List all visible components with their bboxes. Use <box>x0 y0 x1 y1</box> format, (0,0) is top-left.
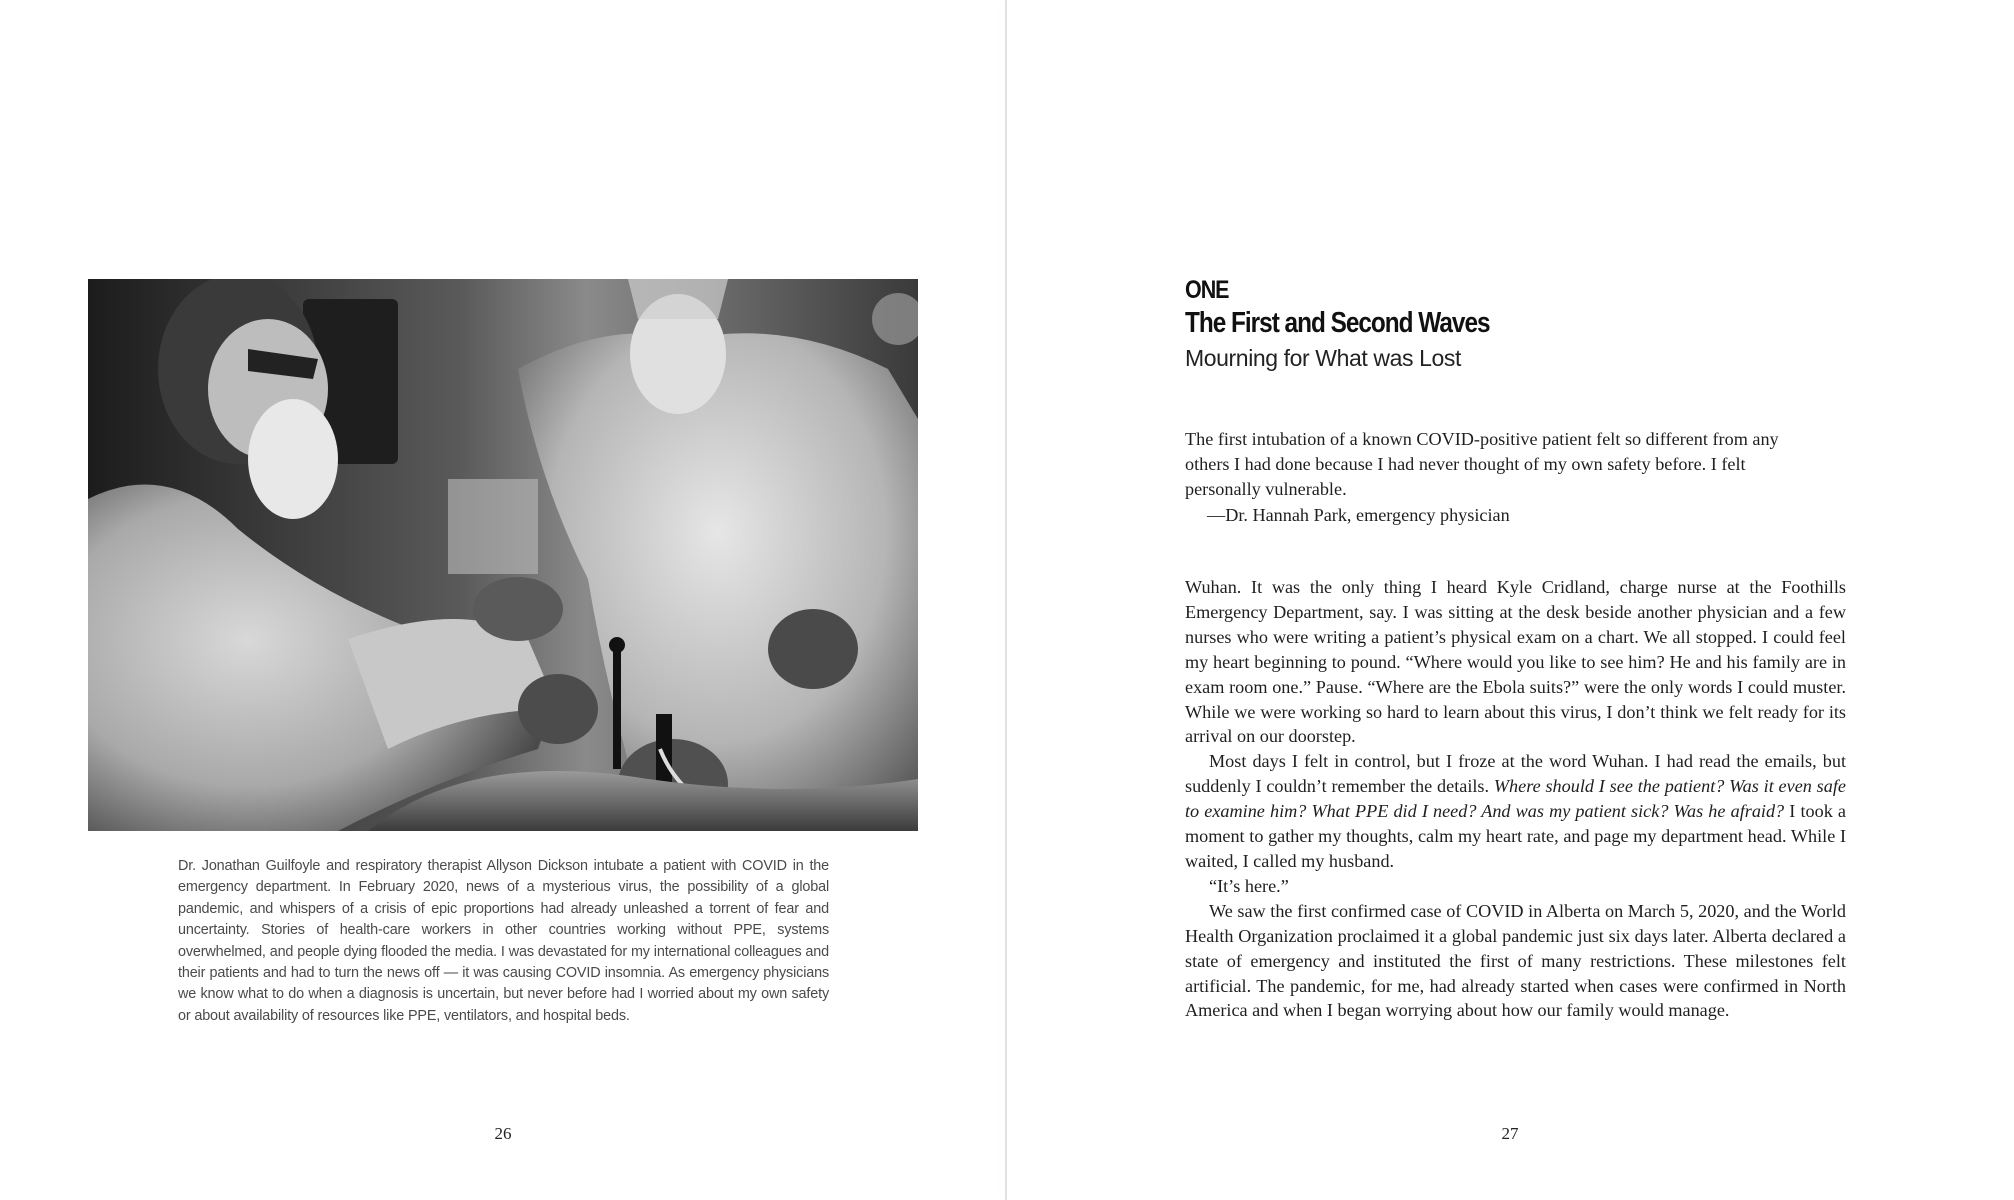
body-paragraph: Wuhan. It was the only thing I heard Kyle Cridland, charge nurse at the Foothills Emergency Department, say. I was sitting at the desk beside another physician and a few nurses who were writing a patient’s physical exam on a chart. We all stopped. I could feel my heart beginning to pound. “Where would you like to see him? He and his family are in exam room one.” Pause. “Where are the Ebola suits?” were the only words I could muster. While we were working so hard to learn about this virus, I don’t think we felt ready for its arrival on our doorstep. <box>1185 577 1846 747</box>
page-number: 27 <box>1501 1124 1519 1143</box>
epigraph-quote: The first intubation of a known COVID-positive patient felt so different from any others I had done because I had never thought of my own safety before. I felt personally vulnerable. <box>1185 429 1779 499</box>
chapter-number: ONE <box>1185 276 1229 304</box>
body-italic-run: Where should I see the patient? Was it even safe to examine him? What PPE did I need? And was my patient sick? Was he afraid? <box>1185 776 1846 822</box>
intubation-photo <box>88 279 918 831</box>
chapter-title: The First and Second Waves <box>1185 307 1490 339</box>
photo-caption: Dr. Jonathan Guilfoyle and respiratory therapist Allyson Dickson intubate a patient with COVID in the emergency department. In February 2020, news of a mysterious virus, the possibility of a global pandemic, and whispers of a crisis of epic proportions had already unleashed a torrent of fear and uncertainty. Stories of health-care workers in other countries working without PPE, systems overwhelmed, and people dying flooded the media. I was devastated for my international colleagues and their patients and had to turn the news off — it was causing COVID insomnia. As emergency physicians we know what to do when a diagnosis is uncertain, but never before had I worried about my own safety or about availability of resources like PPE, ventilators, and hospital beds. <box>178 858 829 1024</box>
body-text-run: Most days I felt in control, but I froze at the word Wuhan. I had read the emails, but suddenly I couldn’t remember the details. <box>1185 751 1846 797</box>
chapter-body <box>1185 575 1846 1023</box>
body-paragraph: We saw the first confirmed case of COVID in Alberta on March 5, 2020, and the World Health Organization proclaimed it a global pandemic just six days later. Alberta declared a state of emergency and instituted the first of many restrictions. These milestones felt artificial. The pandemic, for me, had already started when cases were confirmed in North America and when I began worrying about how our family would manage. <box>1185 900 1846 1021</box>
epigraph-attribution: —Dr. Hannah Park, emergency physician <box>1207 505 1510 525</box>
photo-illustration <box>88 279 918 831</box>
left-page <box>0 0 1006 1200</box>
body-text-run: I took a moment to gather my thoughts, calm my heart rate, and page my department head. While I waited, I called my husband. <box>1185 801 1846 871</box>
page-number: 26 <box>494 1124 512 1143</box>
body-paragraph: “It’s here.” <box>1209 875 1289 896</box>
body-paragraph <box>1185 749 1846 874</box>
chapter-subtitle: Mourning for What was Lost <box>1185 345 1461 371</box>
